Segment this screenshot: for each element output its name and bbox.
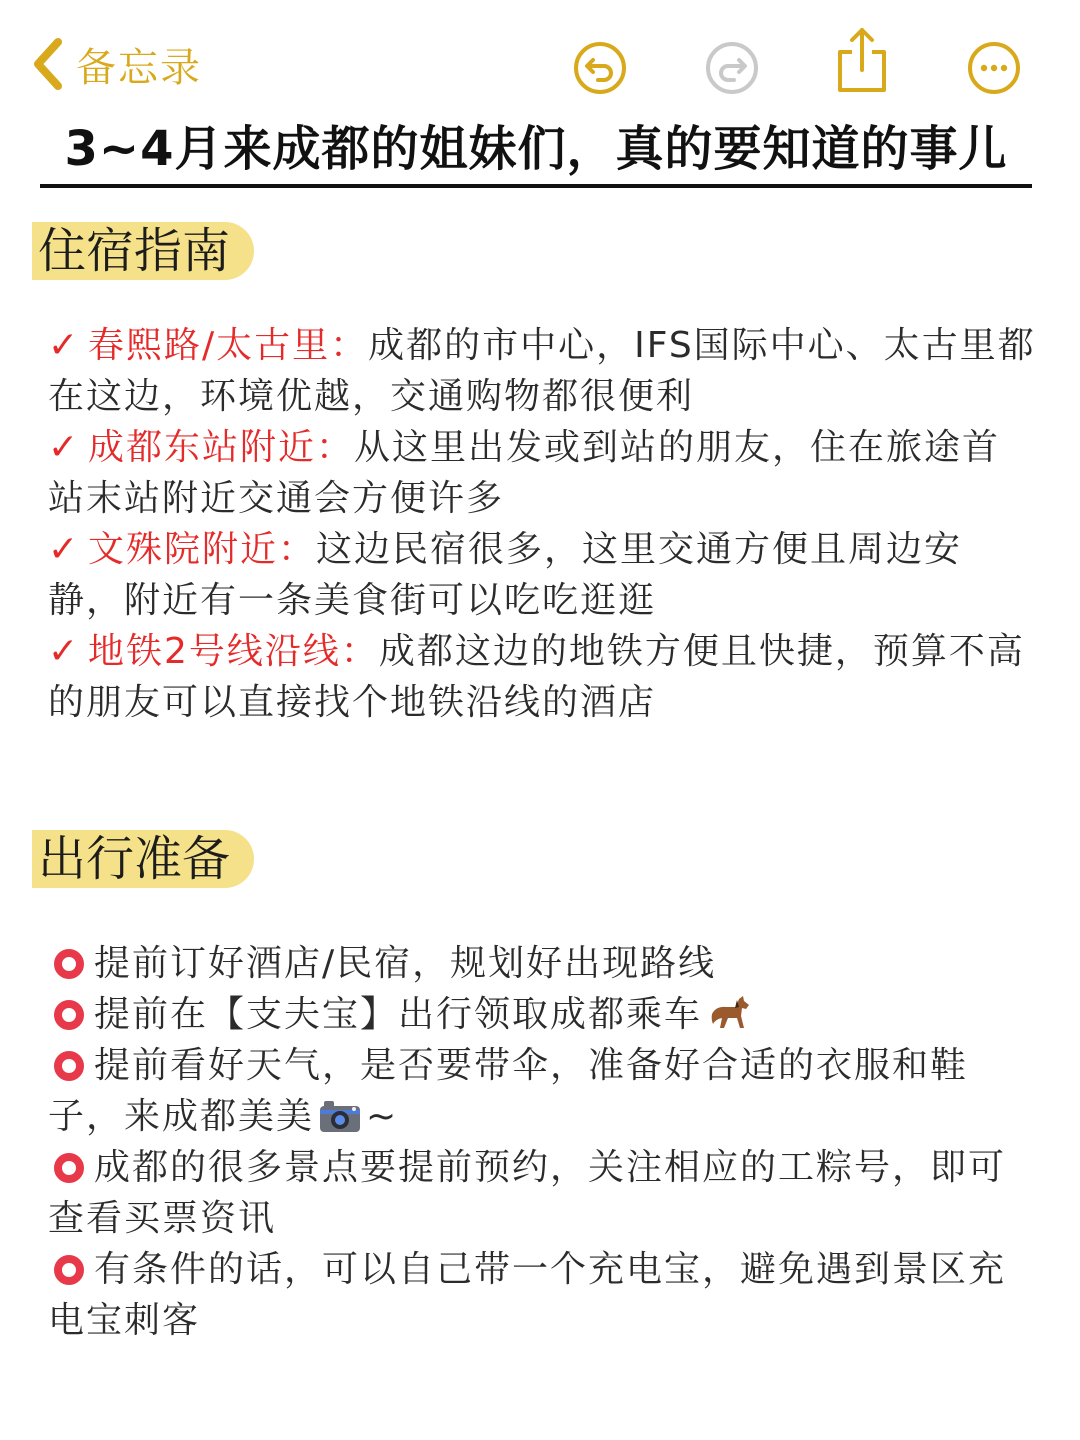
redo-icon[interactable] bbox=[704, 40, 760, 96]
camera-icon bbox=[318, 1098, 362, 1134]
list-item bbox=[48, 989, 1036, 1040]
list-item bbox=[48, 1040, 1036, 1142]
list-item bbox=[48, 320, 1036, 422]
item-text: 提前订好酒店/民宿，规划好出现路线 bbox=[94, 943, 717, 984]
red-circle-icon bbox=[54, 1000, 84, 1030]
check-icon: ✓ bbox=[48, 427, 81, 468]
red-circle-icon bbox=[54, 1255, 84, 1285]
list-item bbox=[48, 1142, 1036, 1244]
list-item bbox=[48, 524, 1036, 626]
share-icon[interactable] bbox=[834, 26, 890, 94]
back-button[interactable] bbox=[28, 32, 202, 96]
item-label: 成都东站附近： bbox=[88, 427, 355, 468]
undo-icon[interactable] bbox=[572, 40, 628, 96]
red-circle-icon bbox=[54, 1051, 84, 1081]
check-icon: ✓ bbox=[48, 325, 81, 366]
item-text: 这边民宿很多，这里交通方便且周边安静，附近有一条美食街可以吃吃逛逛 bbox=[48, 529, 963, 621]
accommodation-list bbox=[48, 320, 1036, 728]
horse-icon bbox=[708, 992, 752, 1032]
travel-prep-list bbox=[48, 938, 1036, 1346]
item-text: 成都的很多景点要提前预约，关注相应的工粽号，即可查看买票资讯 bbox=[48, 1147, 1007, 1239]
nav-bar bbox=[0, 0, 1080, 120]
list-item bbox=[48, 626, 1036, 728]
item-text: 有条件的话，可以自己带一个充电宝，避免遇到景区充电宝刺客 bbox=[48, 1249, 1007, 1341]
more-icon[interactable] bbox=[966, 40, 1022, 96]
item-label: 文殊院附近： bbox=[88, 529, 317, 570]
chevron-left-icon bbox=[28, 36, 68, 92]
item-text: 从这里出发或到站的朋友，住在旅途首站末站附近交通会方便许多 bbox=[48, 427, 1001, 519]
note-title: 3~4月来成都的姐妹们，真的要知道的事儿 bbox=[64, 121, 1008, 177]
red-circle-icon bbox=[54, 949, 84, 979]
item-text: 提前在【支夫宝】出行领取成都乘车 bbox=[94, 994, 703, 1035]
item-label: 地铁2号线沿线： bbox=[88, 631, 379, 672]
list-item bbox=[48, 422, 1036, 524]
section-heading-accommodation: 住宿指南 bbox=[32, 222, 254, 280]
list-item bbox=[48, 1244, 1036, 1346]
check-icon: ✓ bbox=[48, 529, 81, 570]
list-item bbox=[48, 938, 1036, 989]
item-suffix: ~ bbox=[366, 1096, 399, 1137]
title-underline bbox=[40, 116, 1032, 188]
check-icon: ✓ bbox=[48, 631, 81, 672]
item-text: 成都的市中心，IFS国际中心、太古里都在这边，环境优越，交通购物都很便利 bbox=[48, 325, 1036, 417]
red-circle-icon bbox=[54, 1153, 84, 1183]
item-text: 提前看好天气，是否要带伞，准备好合适的衣服和鞋子，来成都美美 bbox=[48, 1045, 969, 1137]
item-label: 春熙路/太古里： bbox=[88, 325, 369, 366]
section-heading-travel-prep: 出行准备 bbox=[32, 830, 254, 888]
back-label: 备忘录 bbox=[76, 44, 202, 91]
item-text: 成都这边的地铁方便且快捷，预算不高的朋友可以直接找个地铁沿线的酒店 bbox=[48, 631, 1025, 723]
